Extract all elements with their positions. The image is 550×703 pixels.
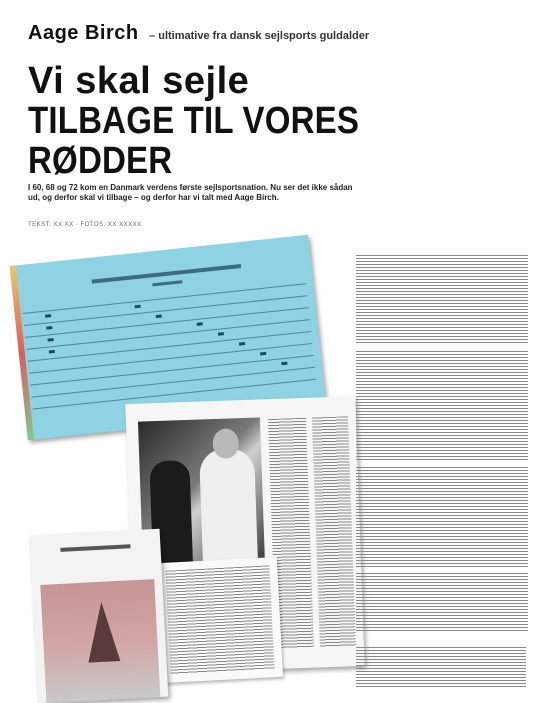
text-column [312,416,356,647]
table-cell [134,305,140,309]
headline-line-2: TILBAGE TIL VORES RØDDER [28,99,360,182]
table-cell [47,338,53,342]
table-cell [239,342,245,346]
booklet-image [30,529,169,703]
kicker-name: Aage Birch [28,22,139,44]
lead-paragraph: I 60, 68 og 72 kom en Danmark verdens første sejlsportsnation. Nu ser det ikke sådan ud, og derfor skal vi tilbage – og derfor har vi talt med Aage Birch. [28,183,353,203]
table-cell [197,322,203,326]
paragraph [356,467,528,567]
sheet-subtitle-bar [152,280,182,286]
body-text-column [356,255,528,633]
byline: TEKST: XX XX · FOTOS: XX XXXXX [28,222,142,228]
woman-figure [199,448,258,565]
table-cell [260,352,266,356]
paragraph [356,573,528,633]
paragraph [356,351,528,461]
kicker-subtitle: – ultimative fra dansk sejlsports guldalder [149,30,370,42]
sailboat-shape [85,601,120,663]
table-cell [45,314,51,318]
table-cell [46,326,52,330]
table-cell [49,350,55,354]
image-caption [356,647,526,687]
kicker [28,22,369,45]
table-cell [281,362,287,366]
table-cell [218,332,224,336]
sheet-title-bar [92,264,242,284]
color-stripe [10,266,34,441]
text-column [165,565,274,674]
paragraph [356,255,528,345]
clipping-image [157,557,283,683]
table-cell [156,315,162,319]
booklet-title-bar [60,544,130,552]
headline-line-1: Vi skal sejle [28,60,250,102]
headline [28,62,550,182]
